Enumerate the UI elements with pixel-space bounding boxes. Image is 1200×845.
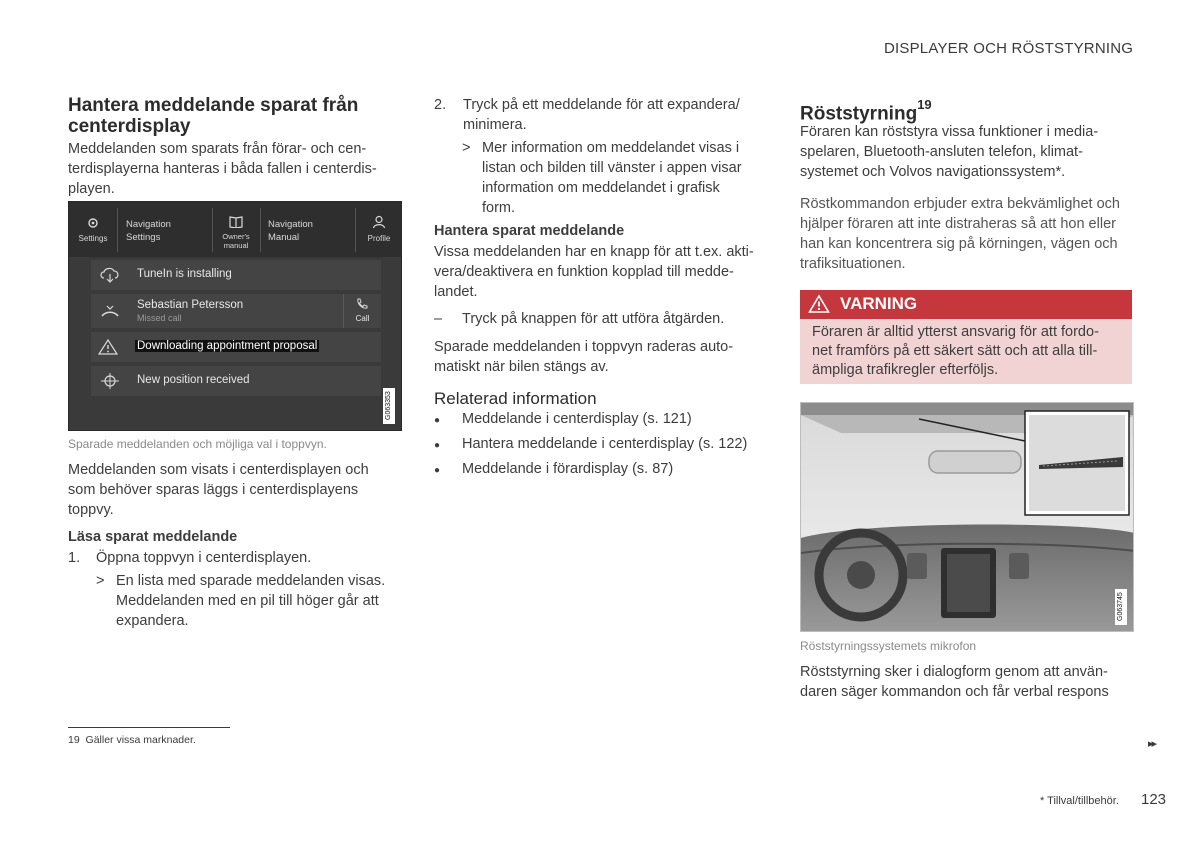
text-line: toppvy. <box>68 502 114 518</box>
text-line: Meddelanden som visats i centerdisplayen och <box>68 462 369 478</box>
book-icon <box>229 216 243 228</box>
text-line: ämpliga trafikregler efterföljs. <box>812 362 999 378</box>
cloud-download-icon <box>99 266 121 284</box>
accessory-note: * Tillval/tillbehör. <box>1040 795 1119 807</box>
footnote-ref: 19 <box>917 97 932 112</box>
text-line: som behöver sparas läggs i centerdisplayens <box>68 482 359 498</box>
dash-marker: – <box>434 311 443 327</box>
text-line: systemet och Volvos navigationssystem*. <box>800 164 1066 180</box>
call-button[interactable] <box>344 294 381 328</box>
text-line: landet. <box>434 284 478 300</box>
divider <box>117 208 118 252</box>
message-text: Sebastian Petersson <box>137 299 244 311</box>
car-interior-illustration <box>801 403 1134 632</box>
text-line: form. <box>482 200 516 216</box>
gear-icon <box>86 216 100 230</box>
position-icon <box>99 372 121 390</box>
figure-caption: Sparade meddelanden och möjliga val i toppvyn. <box>68 437 327 451</box>
section-header: DISPLAYER OCH RÖSTSTYRNING <box>884 40 1134 57</box>
nav-settings-line1: Navigation <box>126 219 171 230</box>
step-1 <box>68 548 311 568</box>
message-subtext: Missed call <box>137 313 182 323</box>
subheading-read-message: Läsa sparat meddelande <box>68 529 238 545</box>
text-line: listan och bilden till vänster i appen visar <box>482 160 742 176</box>
text-line: vera/deaktivera en funktion kopplad till medde- <box>434 264 734 280</box>
settings-tile <box>69 202 117 257</box>
related-link[interactable]: Hantera meddelande i centerdisplay (s. 122) <box>462 436 748 452</box>
dash-item <box>434 309 724 329</box>
related-info-heading: Relaterad information <box>434 389 597 408</box>
step-number: 2. <box>434 97 447 113</box>
text-line: Meddelanden som sparats från förar- och cen- <box>68 141 367 157</box>
nav-settings-tile <box>126 202 216 257</box>
message-text: New position received <box>137 374 250 386</box>
text-line: Tryck på ett meddelande för att expandera/ <box>463 97 740 113</box>
center-display-figure <box>68 201 402 431</box>
top-view-bar <box>69 202 401 257</box>
text-line: information om meddelandet i grafisk <box>482 180 720 196</box>
text-line: Meddelanden med en pil till höger går att <box>116 593 379 609</box>
profile-icon <box>372 215 386 229</box>
continue-arrows-icon: ▸▸ <box>1148 738 1156 750</box>
profile-label: Profile <box>367 234 391 243</box>
car-interior-photo <box>800 402 1134 632</box>
paragraph <box>434 337 764 377</box>
phone-icon <box>356 298 368 310</box>
text-line: expandera. <box>116 613 189 629</box>
list-item[interactable] <box>434 434 774 459</box>
text-line: matiskt när bilen stängs av. <box>434 359 609 375</box>
paragraph <box>68 460 398 520</box>
bullet: ● <box>434 440 441 451</box>
nav-settings-line2: Settings <box>126 232 161 243</box>
footnote-text: Gäller vissa marknader. <box>85 734 196 746</box>
divider <box>355 208 356 252</box>
result-marker: > <box>96 573 105 589</box>
text-line: playen. <box>68 181 115 197</box>
text-line: hjälper föraren att inte distraheras så att hon eller <box>800 216 1116 232</box>
paragraph <box>800 662 1134 702</box>
text-line: Föraren är alltid ytterst ansvarig för att fordo- <box>812 324 1099 340</box>
paragraph <box>800 194 1134 274</box>
text-line: minimera. <box>463 117 527 133</box>
list-item <box>91 294 381 328</box>
nav-manual-line1: Navigation <box>268 219 313 230</box>
result-marker: > <box>462 140 471 156</box>
text-line: spelaren, Bluetooth-ansluten telefon, klimat- <box>800 144 1083 160</box>
warning-title: VARNING <box>840 294 918 313</box>
list-item[interactable] <box>434 459 774 484</box>
warning-triangle-icon <box>97 338 119 356</box>
missed-call-icon <box>99 302 121 320</box>
subheading-manage-message: Hantera sparat meddelande <box>434 223 625 239</box>
text-line: net framförs på ett säkert sätt och att alla till- <box>812 343 1098 359</box>
text-line: Sparade meddelanden i toppvyn raderas auto- <box>434 339 734 355</box>
warning-header <box>800 290 1132 319</box>
message-text: Downloading appointment proposal <box>137 340 318 352</box>
bullet: ● <box>434 465 441 476</box>
text-line: Mer information om meddelandet visas i <box>482 140 740 156</box>
paragraph <box>434 242 764 302</box>
owners-label-1: Owner's <box>222 232 250 241</box>
bullet: ● <box>434 415 441 426</box>
profile-tile <box>357 202 401 257</box>
text-line: han kan koncentrera sig på körningen, vägen och <box>800 236 1118 252</box>
related-list <box>434 409 774 484</box>
text-line: Röstkommandon erbjuder extra bekvämlighet och <box>800 196 1120 212</box>
settings-label: Settings <box>78 234 108 243</box>
warning-triangle-icon <box>808 294 830 314</box>
page-number: 123 <box>1141 791 1167 808</box>
text-line: trafiksituationen. <box>800 256 906 272</box>
nav-manual-line2: Manual <box>268 232 300 243</box>
intro-paragraph <box>800 122 1134 182</box>
call-label: Call <box>355 314 370 323</box>
step-text: Öppna toppvyn i centerdisplayen. <box>96 550 312 566</box>
warning-body <box>800 319 1132 384</box>
section-heading-voice-control <box>800 97 932 124</box>
figure-code: G063353 <box>383 388 395 424</box>
message-text: TuneIn is installing <box>137 268 232 280</box>
text-line: En lista med sparade meddelanden visas. <box>116 573 386 589</box>
list-item <box>91 366 381 396</box>
text-line: Vissa meddelanden har en knapp för att t.ex. akti- <box>434 244 754 260</box>
divider <box>260 208 261 252</box>
related-link[interactable]: Meddelande i centerdisplay (s. 121) <box>462 411 692 427</box>
heading-line-2: centerdisplay <box>68 116 191 137</box>
step-number: 1. <box>68 550 81 566</box>
text-line: daren säger kommandon och får verbal respons <box>800 684 1109 700</box>
dash-text: Tryck på knappen för att utföra åtgärden. <box>462 311 725 327</box>
footnote-number: 19 <box>68 734 80 746</box>
list-item <box>91 332 381 362</box>
figure-code: G063745 <box>1115 589 1127 625</box>
figure-caption: Röststyrningssystemets mikrofon <box>800 639 977 653</box>
intro-paragraph <box>68 139 398 199</box>
list-item <box>91 260 381 290</box>
footnote <box>68 734 196 746</box>
heading-text: Röststyrning <box>800 103 918 125</box>
divider <box>212 208 213 252</box>
footnote-divider <box>68 727 230 728</box>
text-line: Röststyrning sker i dialogform genom att använ- <box>800 664 1108 680</box>
section-heading-saved-message <box>68 95 358 137</box>
related-link[interactable]: Meddelande i förardisplay (s. 87) <box>462 461 674 477</box>
text-line: Föraren kan röststyra vissa funktioner i media- <box>800 124 1099 140</box>
owners-label-2: manual <box>223 241 249 250</box>
text-line: terdisplayerna hanteras i båda fallen i centerdis- <box>68 161 377 177</box>
heading-line-1: Hantera meddelande sparat från <box>68 95 359 116</box>
list-item[interactable] <box>434 409 774 434</box>
owners-manual-tile <box>215 202 257 257</box>
nav-manual-tile <box>268 202 358 257</box>
